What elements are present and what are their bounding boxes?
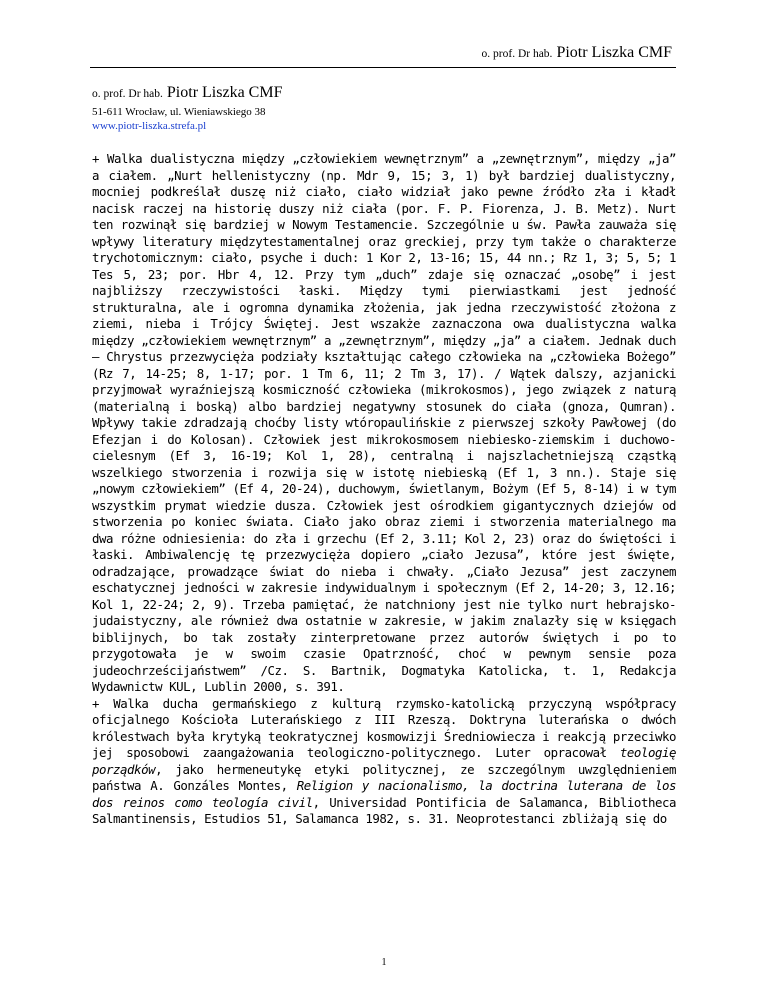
italic-term: teologię porządków [92, 745, 676, 777]
paragraph-germanic-spirit [92, 696, 676, 828]
page-number: 1 [381, 957, 387, 968]
italic-book-title: Religion y nacionalismo, la doctrina luterana de los dos reinos como teología civil [92, 778, 676, 810]
header-rule [90, 67, 676, 68]
header-prefix: o. prof. Dr hab. [481, 48, 553, 60]
author-website-link[interactable]: www.piotr-liszka.strefa.pl [92, 120, 207, 132]
paragraph-text: , Universidad Pontificia de Salamanca, Bibliotheca Salmantinensis, Estudios 51, Salamanca 1982, s. 31. Neoprotestanci zbliżają się do [92, 794, 676, 826]
paragraph-text: + Walka ducha germańskiego z kulturą rzymsko-katolicką przyczyną współpracy oficjalnego Kościoła Luterańskiego z III Rzeszą. Doktryna luterańska o dwóch królestwach była krytyką teokratycznej kosmowizji Średniowiecza i reakcją przeciwko jej sposobowi zaangażowania teologiczno-politycznego. Luter opracował [92, 695, 676, 760]
paragraph-text: , jako hermeneutykę etyki politycznej, ze szczególnym uwzględnieniem państwa A. Gonzáles Montes, [92, 761, 676, 793]
author-block [92, 82, 282, 133]
header-author-name: Piotr Liszka CMF [556, 44, 672, 61]
running-header [482, 44, 672, 62]
author-name: Piotr Liszka CMF [166, 84, 283, 101]
author-address: 51-611 Wrocław, ul. Wieniawskiego 38 [92, 106, 266, 118]
author-line [92, 82, 282, 105]
author-prefix: o. prof. Dr hab. [92, 88, 163, 100]
body-text [92, 151, 676, 828]
paragraph-dualism: + Walka dualistyczna między „człowiekiem wewnętrznym” a „zewnętrznym”, między „ja” a ciałem. „Nurt hellenistyczny (np. Mdr 9, 15; 3, 1) był bardziej dualistyczny, mocniej podkreślał duszę niż ciało, ciało widział jako pewne źródło zła i kładł nacisk raczej na historię duszy niż ciała (por. F. P. Fiorenza, J. B. Metz). Nurt ten rozwinął się bardziej w Nowym Testamencie. Szczególnie u św. Pawła zauważa się wpływy literatury międzytestamentalnej oraz greckiej, przy tym także o charakterze trychotomicznym: ciało, psyche i duch: 1 Kor 2, 13-16; 15, 44 nn.; Rz 1, 3; 5, 5; 1 Tes 5, 23; por. Hbr 4, 12. Przy tym „duch” zdaje się oznaczać „osobę” i jest najbliższy rzeczywistości łaski. Między tymi pierwiastkami jest jedność strukturalna, ale i ogromna dynamika złożenia, jak jedna rzeczywistość złożona z ziemi, nieba i Trójcy Świętej. Jest wszakże zaznaczona owa dualistyczna walka między „człowiekiem wewnętrznym” a „zewnętrznym”, między „ja” a ciałem. Jednak duch – Chrystus przezwycięża podziały kształtując całego człowieka na „człowieka Bożego” (Rz 7, 14-25; 8, 1-17; por. 1 Tm 6, 11; 2 Tm 3, 17). / Wątek dalszy, azjanicki przyjmował wyraźniejszą kosmiczność człowieka (mikrokosmos), jego związek z naturą (materialną i boską) albo bardziej negatywny stosunek do ciała (gnoza, Qumran). Wpływy takie zdradzają choćby listy wtóropaulińskie z pierwszej szkoły Pawłowej (do Efezjan i do Kolosan). Człowiek jest mikrokosmosem niebiesko-ziemskim i duchowo-cielesnym (Ef 3, 16-19; Kol 1, 28), centralną i najszlachetniejszą cząstką wszelkiego stworzenia i rozwija się w istotę niebieską (Ef 1, 3 nn.). Staje się „nowym człowiekiem” (Ef 4, 20-24), duchowym, świetlanym, Bożym (Ef 5, 8-14) i w tym wszystkim prymat wiedzie dusza. Człowiek jest ośrodkiem gigantycznych dziejów od stworzenia po koniec świata. Ciało jako obraz ziemi i stworzenia materialnego ma dwa różne odniesienia: do zła i grzechu (Ef 2, 3.11; Kol 2, 23) oraz do świętości i łaski. Ambiwalencję tę przezwycięża dopiero „ciało Jezusa”, które jest święte, odradzające, prowadzące świat do nieba i chwały. „Ciało Jezusa” jest zaczynem eschatycznej jedności w zakresie indywidualnym i społecznym (Ef 2, 14-20; 3, 12.16; Kol 1, 22-24; 2, 9). Trzeba pamiętać, że natchniony jest nie tylko nurt hebrajsko-judaistyczny, ale również dwa ostatnie w zakresie, w jakim znalazły się w księgach biblijnych, bo tak zostały zinterpretowane przez autorów świętych i po to przygotowała je w swoim czasie Opatrzność, choć w pewnym sensie poza judeochrześcijaństwem” /Cz. S. Bartnik, Dogmatyka Katolicka, t. 1, Redakcja Wydawnictw KUL, Lublin 2000, s. 391. [92, 151, 676, 694]
